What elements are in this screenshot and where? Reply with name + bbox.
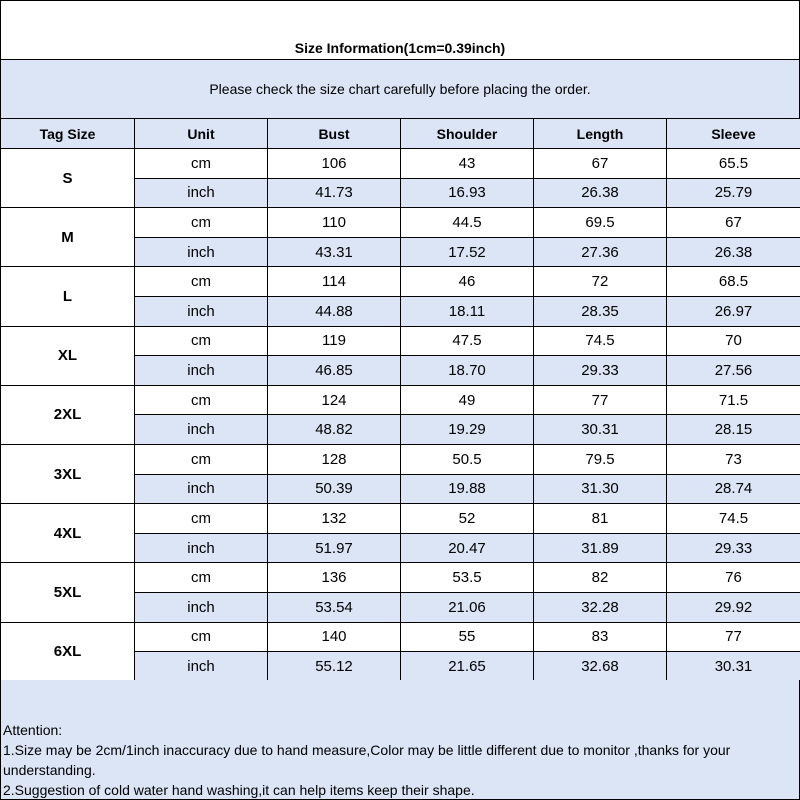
measurement-cell: 27.56 — [667, 356, 800, 386]
measurement-cell: 68.5 — [667, 267, 800, 297]
column-header: Tag Size — [1, 119, 135, 149]
measurement-cell: 18.11 — [401, 296, 534, 326]
unit-cell: inch — [135, 533, 268, 563]
unit-cell: inch — [135, 178, 268, 208]
measurement-cell: 76 — [667, 563, 800, 593]
measurement-cell: 30.31 — [667, 652, 800, 682]
measurement-cell: 29.33 — [667, 533, 800, 563]
column-header: Length — [534, 119, 667, 149]
size-table — [0, 118, 800, 682]
measurement-cell: 25.79 — [667, 178, 800, 208]
unit-cell: inch — [135, 415, 268, 445]
notes-line: 2.Suggestion of cold water hand washing,it can help items keep their shape. — [3, 782, 475, 798]
measurement-cell: 28.15 — [667, 415, 800, 445]
tag-size-cell: L — [1, 267, 135, 326]
measurement-cell: 71.5 — [667, 385, 800, 415]
unit-cell: cm — [135, 563, 268, 593]
measurement-cell: 136 — [268, 563, 401, 593]
measurement-cell: 55.12 — [268, 652, 401, 682]
tag-size-cell: XL — [1, 326, 135, 385]
measurement-cell: 44.88 — [268, 296, 401, 326]
tag-size-cell: M — [1, 208, 135, 267]
column-header: Shoulder — [401, 119, 534, 149]
measurement-cell: 77 — [534, 385, 667, 415]
measurement-cell: 30.31 — [534, 415, 667, 445]
measurement-cell: 53.5 — [401, 563, 534, 593]
measurement-cell: 50.39 — [268, 474, 401, 504]
measurement-cell: 72 — [534, 267, 667, 297]
measurement-cell: 43 — [401, 149, 534, 179]
notes-heading: Attention: — [3, 722, 63, 738]
measurement-cell: 81 — [534, 504, 667, 534]
measurement-cell: 28.35 — [534, 296, 667, 326]
unit-cell: cm — [135, 385, 268, 415]
measurement-cell: 26.97 — [667, 296, 800, 326]
measurement-cell: 21.65 — [401, 652, 534, 682]
tag-size-cell: 5XL — [1, 563, 135, 622]
measurement-cell: 50.5 — [401, 444, 534, 474]
table-row — [1, 622, 800, 652]
tag-size-cell: 3XL — [1, 444, 135, 503]
table-header-row — [1, 119, 800, 149]
measurement-cell: 69.5 — [534, 208, 667, 238]
unit-cell: cm — [135, 208, 268, 238]
measurement-cell: 19.29 — [401, 415, 534, 445]
measurement-cell: 43.31 — [268, 237, 401, 267]
table-row — [1, 208, 800, 238]
measurement-cell: 124 — [268, 385, 401, 415]
measurement-cell: 31.89 — [534, 533, 667, 563]
measurement-cell: 82 — [534, 563, 667, 593]
tag-size-cell: S — [1, 149, 135, 208]
unit-cell: cm — [135, 149, 268, 179]
unit-cell: inch — [135, 474, 268, 504]
unit-cell: cm — [135, 267, 268, 297]
measurement-cell: 70 — [667, 326, 800, 356]
table-row — [1, 326, 800, 356]
measurement-cell: 74.5 — [534, 326, 667, 356]
unit-cell: cm — [135, 326, 268, 356]
unit-cell: inch — [135, 592, 268, 622]
table-row — [1, 563, 800, 593]
column-header: Sleeve — [667, 119, 800, 149]
measurement-cell: 128 — [268, 444, 401, 474]
measurement-cell: 21.06 — [401, 592, 534, 622]
measurement-cell: 46 — [401, 267, 534, 297]
chart-title — [0, 0, 800, 60]
table-row — [1, 444, 800, 474]
measurement-cell: 48.82 — [268, 415, 401, 445]
measurement-cell: 110 — [268, 208, 401, 238]
measurement-cell: 67 — [534, 149, 667, 179]
table-row — [1, 385, 800, 415]
unit-cell: cm — [135, 504, 268, 534]
unit-cell: inch — [135, 296, 268, 326]
tag-size-cell: 2XL — [1, 385, 135, 444]
measurement-cell: 119 — [268, 326, 401, 356]
column-header: Unit — [135, 119, 268, 149]
measurement-cell: 106 — [268, 149, 401, 179]
attention-notes — [0, 680, 800, 800]
measurement-cell: 52 — [401, 504, 534, 534]
chart-subtitle — [0, 59, 800, 119]
chart-title-text: Size Information(1cm=0.39inch) — [294, 40, 506, 56]
tag-size-cell: 4XL — [1, 504, 135, 563]
table-body — [1, 149, 800, 682]
table-row — [1, 267, 800, 297]
measurement-cell: 49 — [401, 385, 534, 415]
measurement-cell: 29.92 — [667, 592, 800, 622]
measurement-cell: 55 — [401, 622, 534, 652]
measurement-cell: 28.74 — [667, 474, 800, 504]
measurement-cell: 74.5 — [667, 504, 800, 534]
measurement-cell: 31.30 — [534, 474, 667, 504]
measurement-cell: 29.33 — [534, 356, 667, 386]
measurement-cell: 79.5 — [534, 444, 667, 474]
column-header: Bust — [268, 119, 401, 149]
unit-cell: cm — [135, 444, 268, 474]
measurement-cell: 83 — [534, 622, 667, 652]
measurement-cell: 32.28 — [534, 592, 667, 622]
measurement-cell: 27.36 — [534, 237, 667, 267]
measurement-cell: 19.88 — [401, 474, 534, 504]
unit-cell: inch — [135, 237, 268, 267]
measurement-cell: 16.93 — [401, 178, 534, 208]
measurement-cell: 20.47 — [401, 533, 534, 563]
measurement-cell: 140 — [268, 622, 401, 652]
measurement-cell: 47.5 — [401, 326, 534, 356]
measurement-cell: 114 — [268, 267, 401, 297]
measurement-cell: 46.85 — [268, 356, 401, 386]
measurement-cell: 44.5 — [401, 208, 534, 238]
measurement-cell: 32.68 — [534, 652, 667, 682]
chart-subtitle-text: Please check the size chart carefully before placing the order. — [209, 81, 591, 97]
measurement-cell: 26.38 — [534, 178, 667, 208]
tag-size-cell: 6XL — [1, 622, 135, 681]
measurement-cell: 51.97 — [268, 533, 401, 563]
notes-line: 1.Size may be 2cm/1inch inaccuracy due to hand measure,Color may be little different due to monitor ,thanks for your understanding. — [3, 742, 731, 778]
measurement-cell: 18.70 — [401, 356, 534, 386]
measurement-cell: 41.73 — [268, 178, 401, 208]
unit-cell: cm — [135, 622, 268, 652]
table-row — [1, 149, 800, 179]
unit-cell: inch — [135, 652, 268, 682]
unit-cell: inch — [135, 356, 268, 386]
measurement-cell: 65.5 — [667, 149, 800, 179]
measurement-cell: 132 — [268, 504, 401, 534]
measurement-cell: 26.38 — [667, 237, 800, 267]
measurement-cell: 53.54 — [268, 592, 401, 622]
table-row — [1, 504, 800, 534]
measurement-cell: 17.52 — [401, 237, 534, 267]
measurement-cell: 67 — [667, 208, 800, 238]
measurement-cell: 73 — [667, 444, 800, 474]
measurement-cell: 77 — [667, 622, 800, 652]
